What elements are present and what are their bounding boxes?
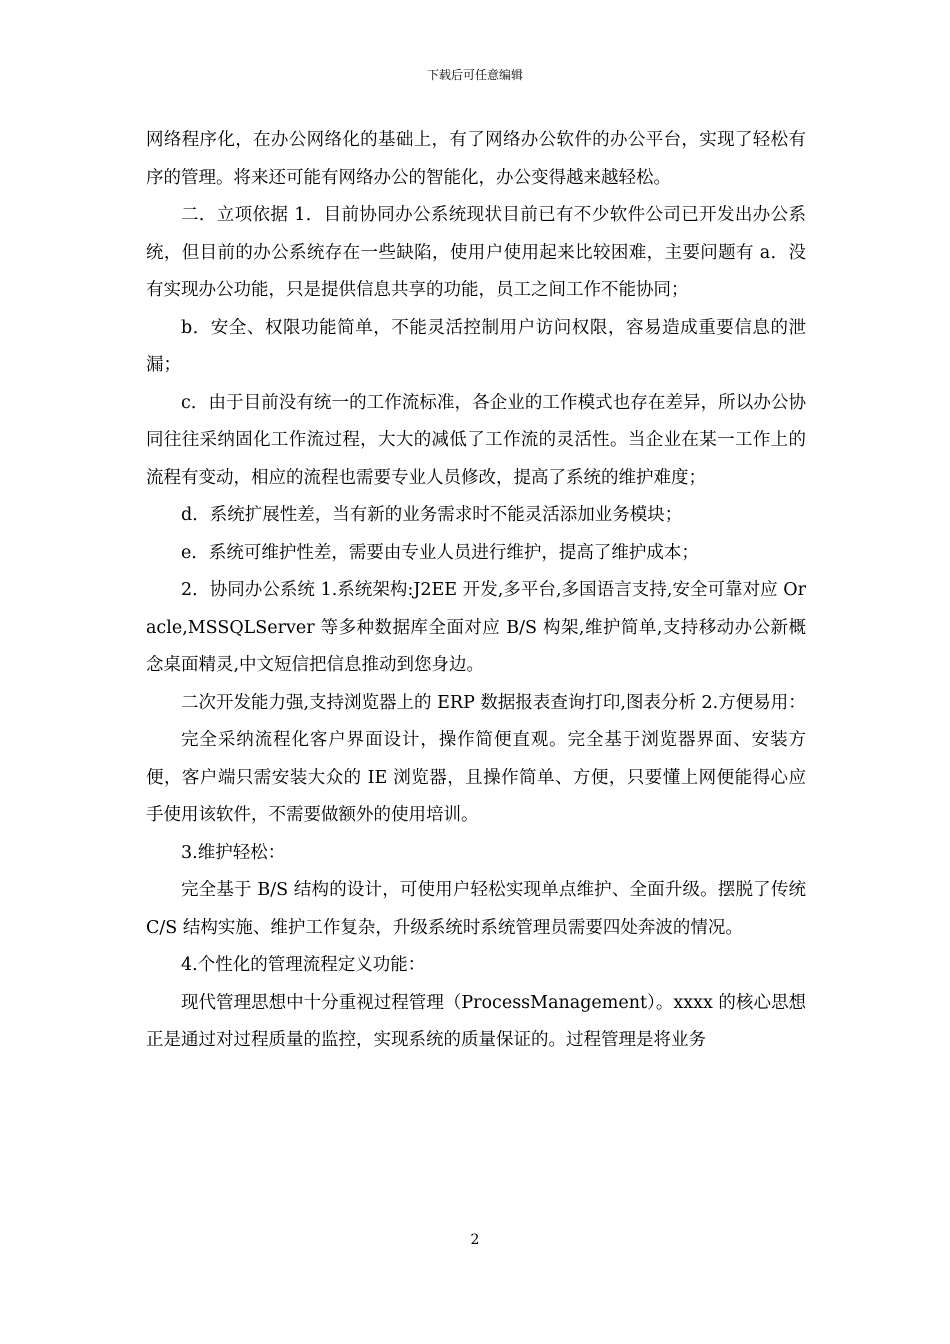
paragraph-7: 2．协同办公系统 1.系统架构:J2EE 开发,多平台,多国语言支持,安全可靠对应 Oracle,MSSQLServer 等多种数据库全面对应 B/S 构架,维护简单,支持移动办公新概念桌面精灵,中文短信把信息推动到您身边。 — [146, 580, 806, 675]
page-header: 下载后可任意编辑 — [426, 68, 523, 82]
paragraph-9: 完全采纳流程化客户界面设计，操作简便直观。完全基于浏览器界面、安装方便，客户端只需安装大众的 IE 浏览器，且操作简单、方便，只要懂上网便能得心应手使用该软件，不需要做额外的使用培训。 — [146, 730, 806, 825]
paragraph-8: 二次开发能力强,支持浏览器上的 ERP 数据报表查询打印,图表分析 2.方便易用： — [181, 692, 806, 713]
document-body — [146, 122, 806, 1060]
paragraph-6: e．系统可维护性差，需要由专业人员进行维护，提高了维护成本； — [181, 542, 699, 563]
paragraph-13: 现代管理思想中十分重视过程管理（ProcessManagement）。xxxx 的核心思想正是通过对过程质量的监控，实现系统的质量保证的。过程管理是将业务 — [146, 992, 806, 1050]
paragraph-10: 3.维护轻松： — [181, 842, 286, 863]
page-number: 2 — [470, 1232, 480, 1248]
paragraph-4: c．由于目前没有统一的工作流标准，各企业的工作模式也存在差异，所以办公协同往往采纳固化工作流过程，大大的减低了工作流的灵活性。当企业在某一工作上的流程有变动，相应的流程也需要专业人员修改，提高了系统的维护难度； — [146, 392, 806, 488]
paragraph-12: 4.个性化的管理流程定义功能： — [181, 955, 426, 975]
paragraph-1: 网络程序化，在办公网络化的基础上，有了网络办公软件的办公平台，实现了轻松有序的管理。将来还可能有网络办公的智能化，办公变得越来越轻松。 — [146, 130, 806, 188]
paragraph-2: 二．立项依据 1．目前协同办公系统现状目前已有不少软件公司已开发出办公系统，但目前的办公系统存在一些缺陷，使用户使用起来比较困难，主要问题有 a．没有实现办公功能，只是提供信息共享的功能，员工之间工作不能协同； — [146, 205, 806, 300]
paragraph-11: 完全基于 B/S 结构的设计，可使用户轻松实现单点维护、全面升级。摆脱了传统 C/S 结构实施、维护工作复杂，升级系统时系统管理员需要四处奔波的情况。 — [146, 880, 806, 938]
paragraph-5: d．系统扩展性差，当有新的业务需求时不能灵活添加业务模块； — [181, 505, 683, 525]
paragraph-3: b．安全、权限功能简单，不能灵活控制用户访问权限，容易造成重要信息的泄漏； — [146, 317, 806, 375]
